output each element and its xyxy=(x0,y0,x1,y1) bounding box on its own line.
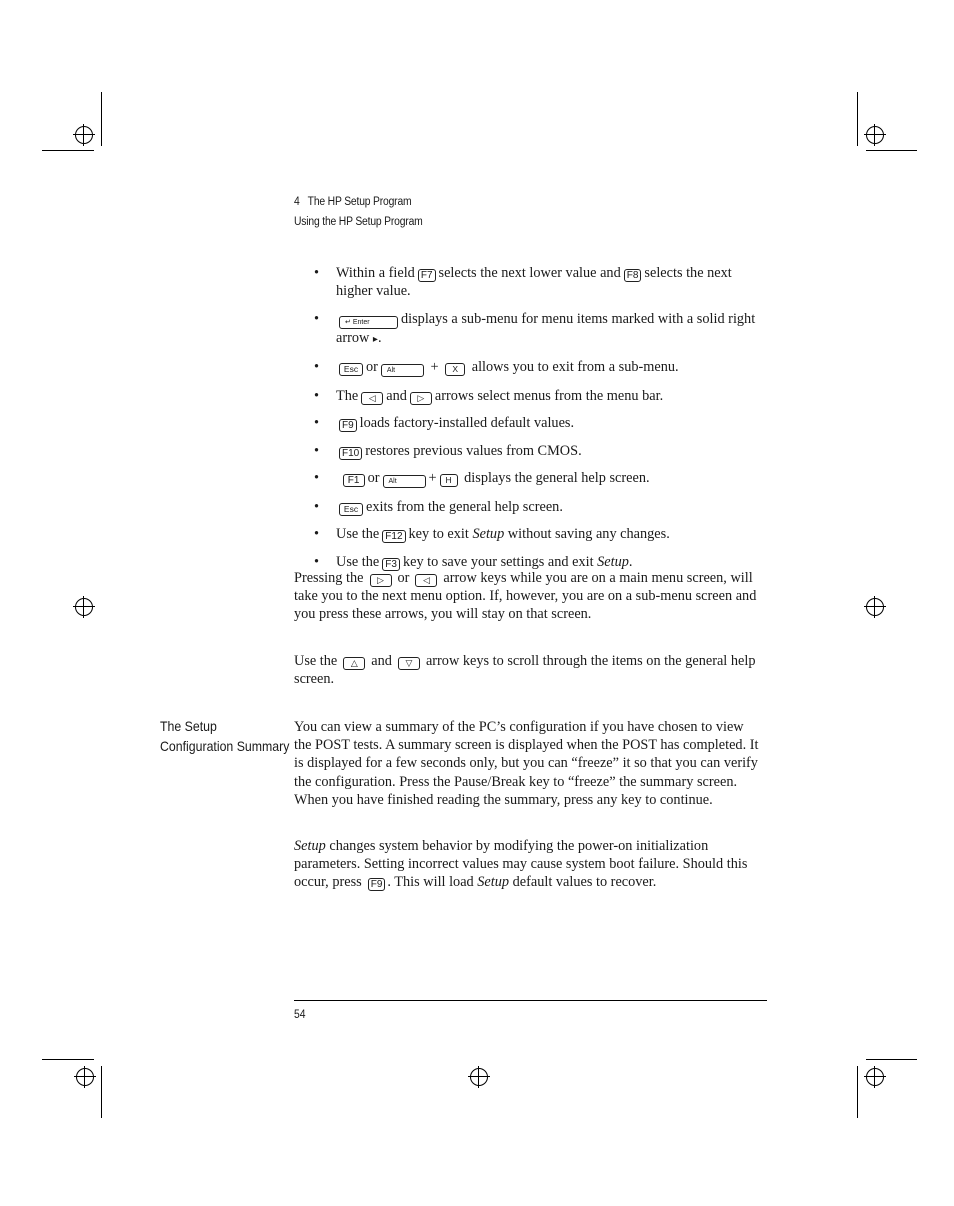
list-item: • Esc or Alt + X allows you to exit from a sub-menu. xyxy=(294,358,768,377)
list-item: • Esc exits from the general help screen. xyxy=(294,498,768,516)
up-arrow-key-icon: △ xyxy=(343,657,365,670)
running-header: 4 The HP Setup Program xyxy=(294,196,412,208)
list-item: • F10 restores previous values from CMOS. xyxy=(294,442,768,460)
esc-key-icon: Esc xyxy=(339,503,363,516)
registration-mark-icon xyxy=(73,596,95,618)
right-arrow-key-icon: ▷ xyxy=(410,392,432,405)
registration-mark-icon xyxy=(864,596,886,618)
list-item: • The ◁ and ▷ arrows select menus from the menu bar. xyxy=(294,387,768,405)
list-item: • ↵ Enter displays a sub-menu for menu items marked with a solid right arrow ▸. xyxy=(294,310,768,349)
f3-key-icon: F3 xyxy=(382,558,400,571)
footer-rule xyxy=(294,1000,767,1001)
crop-mark xyxy=(866,1059,917,1060)
list-item: • Within a field F7 selects the next lower value and F8 selects the next higher value. xyxy=(294,264,768,300)
scroll-keys-paragraph: Use the △ and ▽ arrow keys to scroll through the items on the general help screen. xyxy=(294,653,756,688)
esc-key-icon: Esc xyxy=(339,363,363,376)
left-arrow-key-icon: ◁ xyxy=(415,574,437,587)
page-number: 54 xyxy=(294,1009,306,1021)
f7-key-icon: F7 xyxy=(418,269,436,282)
alt-key-icon: Alt xyxy=(383,475,426,488)
running-subheader: Using the HP Setup Program xyxy=(294,216,423,228)
f12-key-icon: F12 xyxy=(382,530,405,543)
crop-mark xyxy=(101,92,102,146)
list-item: • Use the F3 key to save your settings and exit Setup. xyxy=(294,553,768,571)
registration-mark-icon xyxy=(864,1066,886,1088)
left-arrow-key-icon: ◁ xyxy=(361,392,383,405)
list-item: • F9 loads factory-installed default values. xyxy=(294,414,768,432)
f1-key-icon: F1 xyxy=(343,474,365,487)
key-usage-list xyxy=(294,264,768,580)
f10-key-icon: F10 xyxy=(339,447,362,460)
h-key-icon: H xyxy=(440,474,458,487)
f9-key-icon: F9 xyxy=(339,419,357,432)
crop-mark xyxy=(101,1066,102,1118)
crop-mark xyxy=(42,150,94,151)
solid-right-arrow-icon: ▸ xyxy=(372,333,378,345)
enter-key-icon: ↵ Enter xyxy=(339,316,398,329)
crop-mark xyxy=(857,1066,858,1118)
crop-mark xyxy=(866,150,917,151)
arrow-keys-paragraph: Pressing the ▷ or ◁ arrow keys while you are on a main menu screen, will take you to the next menu option. If, however, you are on a sub-menu screen and you press these arrows, you will stay on that screen. xyxy=(294,570,757,623)
setup-warning-paragraph: Setup changes system behavior by modifying the power-on initialization parameters. Setting incorrect values may cause system boot failure. Should this occur, press F9 . This will load Setup default values to recover. xyxy=(294,838,748,891)
down-arrow-key-icon: ▽ xyxy=(398,657,420,670)
f9-key-icon: F9 xyxy=(368,878,386,891)
configuration-summary-paragraph: You can view a summary of the PC’s configuration if you have chosen to view the POST tests. A summary screen is displayed when the POST has completed. It is displayed for a few seconds only, but you can “freeze” it so that you can verify the configuration. Press the Pause/Break key to “freeze” the summary screen. When you have finished reading the summary, press any key to continue. xyxy=(294,719,759,808)
f8-key-icon: F8 xyxy=(624,269,642,282)
side-heading: The Setup Configuration Summary xyxy=(160,718,290,754)
registration-mark-icon xyxy=(73,124,95,146)
registration-mark-icon xyxy=(74,1066,96,1088)
crop-mark xyxy=(42,1059,94,1060)
registration-mark-icon xyxy=(468,1066,490,1088)
list-item: • F1 or Alt + H displays the general help screen. xyxy=(294,469,768,488)
list-item: • Use the F12 key to exit Setup without saving any changes. xyxy=(294,525,768,543)
registration-mark-icon xyxy=(864,124,886,146)
right-arrow-key-icon: ▷ xyxy=(370,574,392,587)
crop-mark xyxy=(857,92,858,146)
alt-key-icon: Alt xyxy=(381,364,424,377)
x-key-icon: X xyxy=(445,363,465,376)
